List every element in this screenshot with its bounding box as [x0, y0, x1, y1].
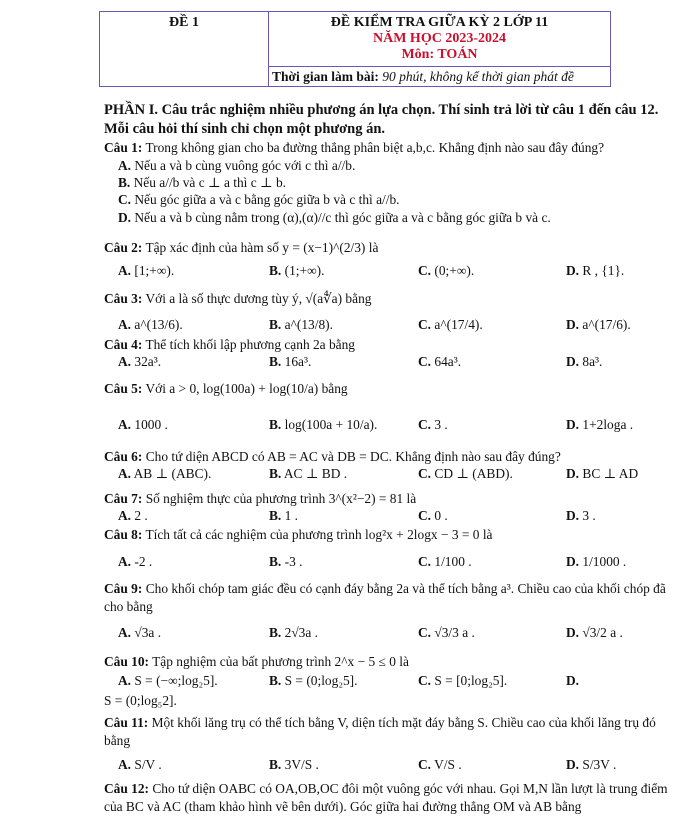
exam-header [99, 11, 611, 87]
q3-option-d: D. a^(17/6). [566, 317, 631, 332]
q4-option-c: C. 64a³. [418, 354, 462, 369]
q2-option-c: C. (0;+∞). [418, 263, 475, 278]
q5-option-a: A. 1000 . [118, 417, 168, 432]
q8-option-c: C. 1/100 . [418, 554, 472, 569]
q10-option-d: S = (0;log₅2]. [104, 693, 177, 708]
question-1 [104, 139, 684, 156]
q8-option-d: D. 1/1000 . [566, 554, 627, 569]
question-7: Câu 7: Số nghiệm thực của phương trình 3^(x²−2) = 81 là [104, 491, 417, 506]
q11-option-b: B. 3V/S . [269, 757, 319, 772]
question-11: Câu 11: Một khối lăng trụ có thể tích bằng V, diện tích mặt đáy bằng S. Chiều cao của khối lăng trụ đó bằng [104, 715, 656, 748]
q7-option-d: D. 3 . [566, 508, 596, 523]
q1-label: Câu 1: [104, 140, 143, 155]
q9-option-c: C. √3/3 a . [418, 625, 475, 640]
q9-option-a: A. √3a . [118, 625, 162, 640]
q5-option-d: D. 1+2loga . [566, 417, 634, 432]
q3-option-b: B. a^(13/8). [269, 317, 333, 332]
question-3: Câu 3: Với a là số thực dương tùy ý, √(a∜a) bằng [104, 291, 372, 306]
q6-option-a: A. AB ⊥ (ABC). [118, 466, 212, 481]
q6-option-d: D. BC ⊥ AD [566, 466, 639, 481]
q10-option-b: B. S = (0;log₂5]. [269, 673, 358, 688]
question-2: Câu 2: Tập xác định của hàm số y = (x−1)^(2/3) là [104, 240, 379, 255]
q5-option-b: B. log(100a + 10/a). [269, 417, 378, 432]
q6-option-b: B. AC ⊥ BD . [269, 466, 348, 481]
q1-option-b: B. Nếu a//b và c ⊥ a thì c ⊥ b. [118, 175, 286, 190]
q4-option-a: A. 32a³. [118, 354, 162, 369]
q4-option-d: D. 8a³. [566, 354, 603, 369]
q10-option-d-label: D. [566, 673, 580, 688]
q4-option-b: B. 16a³. [269, 354, 312, 369]
subject: Môn: TOÁN [401, 47, 478, 62]
time-info [269, 66, 610, 85]
question-9: Câu 9: Cho khối chóp tam giác đều có cạnh đáy bằng 2a và thể tích bằng a³. Chiều cao của khối chóp đã cho bằng [104, 581, 666, 614]
q3-option-c: C. a^(17/4). [418, 317, 483, 332]
school-year: NĂM HỌC 2023-2024 [373, 31, 506, 46]
q1-option-d: D. Nếu a và b cùng nằm trong (α),(α)//c thì góc giữa a và c bằng góc giữa b và c. [118, 210, 551, 225]
q2-option-a: A. [1;+∞). [118, 263, 175, 278]
time-value: 90 phút, không kể thời gian phát đề [382, 69, 574, 84]
question-5: Câu 5: Với a > 0, log(100a) + log(10/a) bằng [104, 381, 348, 396]
q5-option-c: C. 3 . [418, 417, 448, 432]
q9-option-b: B. 2√3a . [269, 625, 319, 640]
q3-option-a: A. a^(13/6). [118, 317, 183, 332]
q7-option-a: A. 2 . [118, 508, 148, 523]
q8-option-b: B. -3 . [269, 554, 303, 569]
exam-code: ĐỀ 1 [100, 12, 269, 86]
question-4: Câu 4: Thể tích khối lập phương cạnh 2a bằng [104, 337, 355, 352]
question-12: Câu 12: Cho tứ diện OABC có OA,OB,OC đôi một vuông góc với nhau. Gọi M,N lần lượt là trung điểm của BC và AC (tham khảo hình vẽ bên dưới). Góc giữa hai đường thẳng OM và AB bằng [104, 781, 668, 814]
q1-text: Trong không gian cho ba đường thẳng phân biệt a,b,c. Khẳng định nào sau đây đúng? [145, 140, 605, 155]
q9-option-d: D. √3/2 a . [566, 625, 623, 640]
q7-option-c: C. 0 . [418, 508, 448, 523]
q2-option-b: B. (1;+∞). [269, 263, 325, 278]
part1-heading: PHẦN I. Câu trắc nghiệm nhiều phương án lựa chọn. Thí sinh trả lời từ câu 1 đến câu 12. Mỗi câu hỏi thí sinh chỉ chọn một phương án. [104, 102, 659, 137]
q11-option-c: C. V/S . [418, 757, 462, 772]
q1-option-c: C. Nếu góc giữa a và c bằng góc giữa b và c thì a//b. [118, 192, 400, 207]
q6-option-c: C. CD ⊥ (ABD). [418, 466, 513, 481]
q10-option-a: A. S = (−∞;log₂5]. [118, 673, 218, 688]
exam-title: ĐỀ KIỂM TRA GIỮA KỲ 2 LỚP 11 [330, 15, 549, 30]
q10-option-c: C. S = [0;log₂5]. [418, 673, 508, 688]
q8-option-a: A. -2 . [118, 554, 153, 569]
q2-option-d: D. R , {1}. [566, 263, 625, 278]
q7-option-b: B. 1 . [269, 508, 299, 523]
q1-option-a: A. Nếu a và b cùng vuông góc với c thì a//b. [118, 158, 356, 173]
question-6: Câu 6: Cho tứ diện ABCD có AB = AC và DB = DC. Khẳng định nào sau đây đúng? [104, 449, 561, 464]
q11-option-a: A. S/V . [118, 757, 162, 772]
q11-option-d: D. S/3V . [566, 757, 617, 772]
question-10: Câu 10: Tập nghiệm của bất phương trình 2^x − 5 ≤ 0 là [104, 654, 409, 669]
time-label: Thời gian làm bài: [272, 69, 379, 84]
question-8: Câu 8: Tích tất cả các nghiệm của phương trình log²x + 2logx − 3 = 0 là [104, 527, 493, 542]
